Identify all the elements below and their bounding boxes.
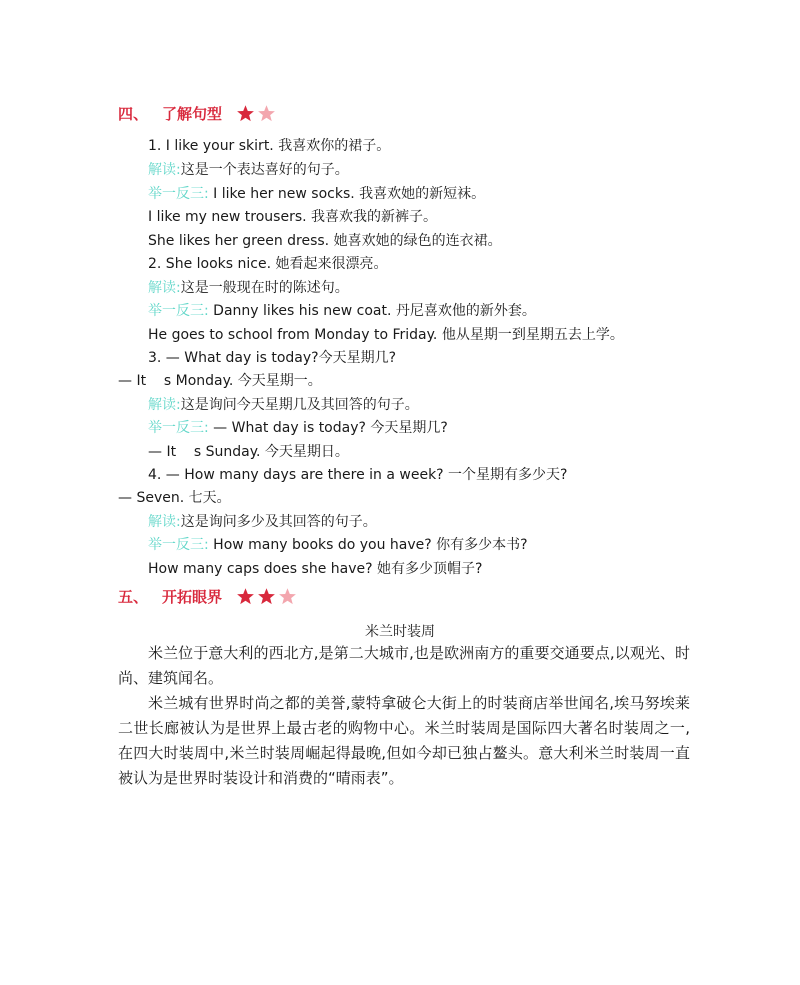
example-line xyxy=(148,419,448,437)
example-line xyxy=(148,560,482,578)
explanation-text: 这是一般现在时的陈述句。 xyxy=(180,280,349,296)
answer-text: — It s Monday. 今天星期一。 xyxy=(118,373,322,389)
example-line xyxy=(148,443,349,461)
example-label: 举一反三: xyxy=(148,537,209,553)
explanation-label: 解读: xyxy=(148,514,181,530)
example-label: 举一反三: xyxy=(148,303,209,319)
article-paragraph: 米兰位于意大利的西北方,是第二大城市,也是欧洲南方的重要交通要点,以观光、时尚、建筑闻名。 xyxy=(118,644,690,687)
sentence-line xyxy=(148,255,387,273)
answer-text: — Seven. 七天。 xyxy=(118,490,231,506)
explanation-label: 解读: xyxy=(148,397,181,413)
example-text: — It s Sunday. 今天星期日。 xyxy=(148,444,349,460)
example-label: 举一反三: xyxy=(148,420,209,436)
sentence-text: 1. I like your skirt. 我喜欢你的裙子。 xyxy=(148,138,391,154)
explanation-line xyxy=(148,513,377,531)
section-4-heading xyxy=(118,100,278,126)
example-line xyxy=(148,232,502,250)
sentence-text: 3. — What day is today?今天星期几? xyxy=(148,350,396,366)
article-title: 米兰时装周 xyxy=(365,624,435,640)
answer-line xyxy=(118,372,322,390)
explanation-line xyxy=(148,279,349,297)
star-full-icon xyxy=(236,104,255,123)
sentence-line xyxy=(148,349,396,367)
example-line xyxy=(148,208,437,226)
star-light-icon xyxy=(257,104,276,123)
star-full-icon xyxy=(236,587,255,606)
answer-line xyxy=(118,489,231,507)
explanation-text: 这是询问今天星期几及其回答的句子。 xyxy=(180,397,419,413)
example-text: How many books do you have? 你有多少本书? xyxy=(208,537,528,553)
section-4-title: 了解句型 xyxy=(162,104,223,123)
example-text: He goes to school from Monday to Friday. 他从星期一到星期五去上学。 xyxy=(148,327,624,343)
explanation-label: 解读: xyxy=(148,162,181,178)
star-full-icon xyxy=(257,587,276,606)
example-line xyxy=(148,302,536,320)
explanation-text: 这是询问多少及其回答的句子。 xyxy=(180,514,377,530)
example-label: 举一反三: xyxy=(148,186,209,202)
example-text: — What day is today? 今天星期几? xyxy=(208,420,448,436)
explanation-label: 解读: xyxy=(148,280,181,296)
article-paragraph: 米兰城有世界时尚之都的美誉,蒙特拿破仑大街上的时装商店举世闻名,埃马努埃莱二世长廊被认为是世界上最古老的购物中心。米兰时装周是国际四大著名时装周之一,在四大时装周中,米兰时装周崛起得最晚,但如今却已独占鳌头。意大利米兰时装周一直被认为是世界时装设计和消费的“晴雨表”。 xyxy=(118,694,690,787)
sentence-text: 2. She looks nice. 她看起来很漂亮。 xyxy=(148,256,388,272)
sentence-text: 4. — How many days are there in a week? 一个星期有多少天? xyxy=(148,467,568,483)
section-5-number: 五、 xyxy=(118,587,149,606)
explanation-line xyxy=(148,396,419,414)
section-5-heading xyxy=(118,583,299,609)
example-line xyxy=(148,185,485,203)
example-text: I like her new socks. 我喜欢她的新短袜。 xyxy=(208,186,486,202)
example-text: I like my new trousers. 我喜欢我的新裤子。 xyxy=(148,209,438,225)
section-5-title: 开拓眼界 xyxy=(162,587,223,606)
example-text: Danny likes his new coat. 丹尼喜欢他的新外套。 xyxy=(208,303,536,319)
explanation-text: 这是一个表达喜好的句子。 xyxy=(180,162,349,178)
sentence-line xyxy=(148,137,390,155)
star-light-icon xyxy=(278,587,297,606)
explanation-line xyxy=(148,161,349,179)
sentence-line xyxy=(148,466,568,484)
section-5-rating xyxy=(236,587,299,606)
example-text: She likes her green dress. 她喜欢她的绿色的连衣裙。 xyxy=(148,233,502,249)
example-line xyxy=(148,326,624,344)
example-line xyxy=(148,536,528,554)
section-4-number: 四、 xyxy=(118,104,149,123)
example-text: How many caps does she have? 她有多少顶帽子? xyxy=(148,561,483,577)
section-4-rating xyxy=(236,104,278,123)
